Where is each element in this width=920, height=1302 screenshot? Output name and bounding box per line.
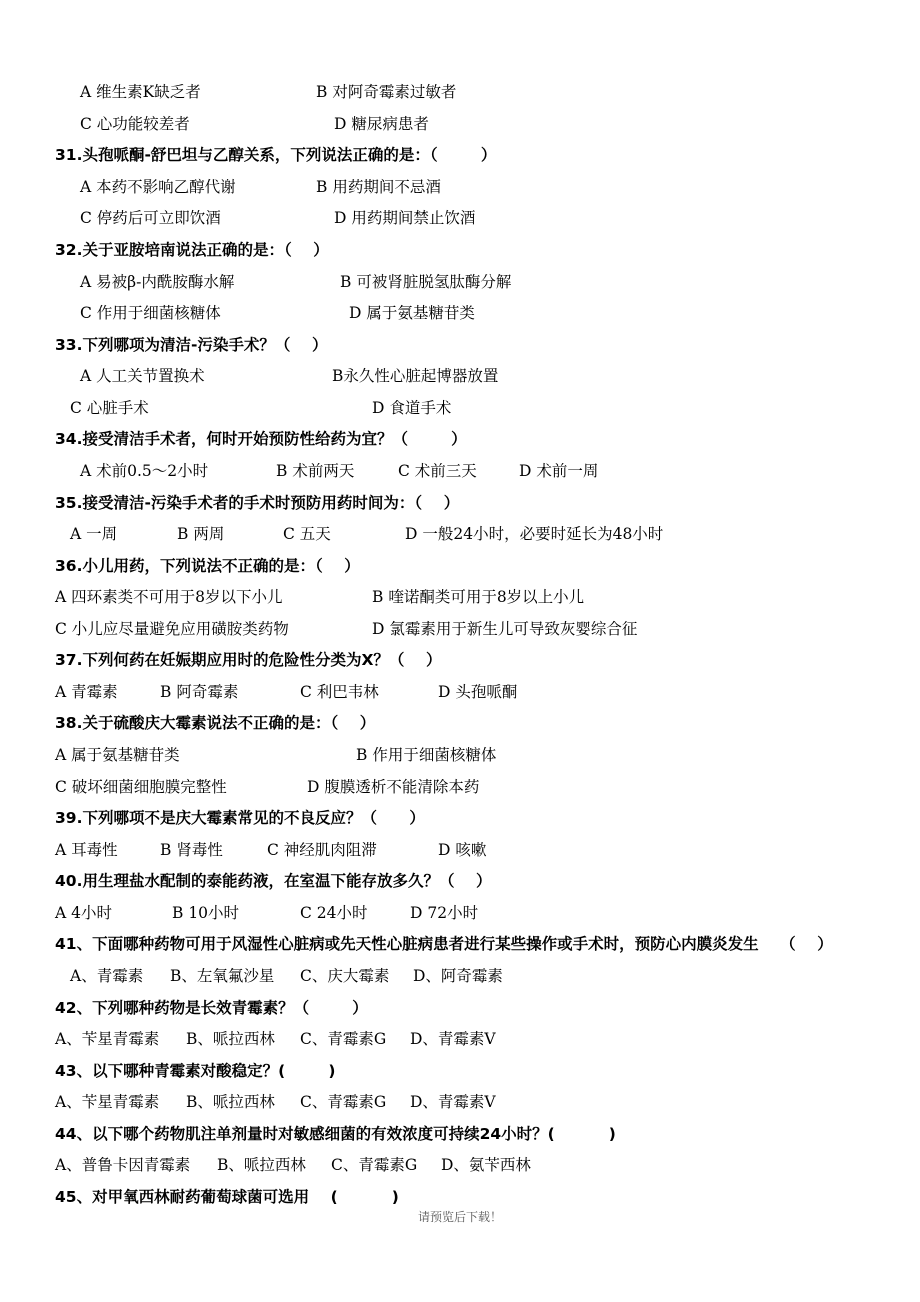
question-text: 34.接受清洁手术者，何时开始预防性给药为宜？（ ） — [55, 430, 467, 448]
option-text: A 易被β-内酰胺酶水解 — [80, 273, 235, 291]
option-text: B、哌拉西林 — [186, 1030, 275, 1048]
option-text: C、庆大霉素 — [300, 967, 390, 985]
option-text: C 五天 — [283, 525, 331, 543]
option-text: B 肾毒性 — [160, 841, 223, 859]
option-text: C 利巴韦林 — [300, 683, 379, 701]
option-text: D 腹膜透析不能清除本药 — [307, 778, 480, 796]
option-text: B 对阿奇霉素过敏者 — [316, 83, 457, 101]
option-text: C、青霉素G — [300, 1030, 387, 1048]
question-text: 35.接受清洁-污染手术者的手术时预防用药时间为：（ ） — [55, 494, 460, 512]
question-text: 31.头孢哌酮-舒巴坦与乙醇关系，下列说法正确的是：（ ） — [55, 146, 497, 164]
option-text: D 氯霉素用于新生儿可导致灰婴综合征 — [372, 620, 638, 638]
option-text: C 术前三天 — [398, 462, 477, 480]
question-text: 41、下面哪种药物可用于风湿性心脏病或先天性心脏病患者进行某些操作或手术时，预防心内膜炎发生 （ ） — [55, 935, 833, 953]
option-text: C 停药后可立即饮酒 — [80, 209, 221, 227]
option-text: C 作用于细菌核糖体 — [80, 304, 221, 322]
option-text: B 作用于细菌核糖体 — [356, 746, 497, 764]
option-text: A 人工关节置换术 — [80, 367, 205, 385]
option-text: A 青霉素 — [55, 683, 118, 701]
option-text: D 用药期间禁止饮酒 — [334, 209, 476, 227]
question-text: 40.用生理盐水配制的泰能药液，在室温下能存放多久？（ ） — [55, 872, 492, 890]
option-text: C 破坏细菌细胞膜完整性 — [55, 778, 227, 796]
question-text: 37.下列何药在妊娠期应用时的危险性分类为X？（ ） — [55, 651, 442, 669]
question-text: 45、对甲氧西林耐药葡萄球菌可选用 ( ) — [55, 1188, 399, 1206]
option-text: B、哌拉西林 — [186, 1093, 275, 1111]
option-text: D、氨苄西林 — [441, 1156, 531, 1174]
option-text: A、普鲁卡因青霉素 — [55, 1156, 191, 1174]
option-text: D、阿奇霉素 — [413, 967, 503, 985]
option-text: D 糖尿病患者 — [334, 115, 429, 133]
option-text: D 属于氨基糖苷类 — [349, 304, 475, 322]
option-text: C 心功能较差者 — [80, 115, 190, 133]
option-text: A、青霉素 — [70, 967, 144, 985]
option-text: C 神经肌肉阻滞 — [267, 841, 377, 859]
question-text: 39.下列哪项不是庆大霉素常见的不良反应？（ ） — [55, 809, 425, 827]
option-text: D 72小时 — [410, 904, 479, 922]
footer-note: 请预览后下载！ — [417, 1210, 502, 1224]
option-text: B 两周 — [177, 525, 225, 543]
option-text: C 心脏手术 — [70, 399, 149, 417]
option-text: B 术前两天 — [276, 462, 355, 480]
option-text: A 耳毒性 — [55, 841, 118, 859]
question-text: 42、下列哪种药物是长效青霉素？（ ） — [55, 999, 368, 1017]
option-text: C、青霉素G — [331, 1156, 418, 1174]
option-text: B、左氧氟沙星 — [170, 967, 275, 985]
option-text: A 属于氨基糖苷类 — [55, 746, 180, 764]
option-text: A 4小时 — [55, 904, 112, 922]
option-text: B 阿奇霉素 — [160, 683, 239, 701]
option-text: C、青霉素G — [300, 1093, 387, 1111]
option-text: D、青霉素V — [410, 1030, 496, 1048]
option-text: D 头孢哌酮 — [438, 683, 518, 701]
option-text: D 咳嗽 — [438, 841, 487, 859]
option-text: B 10小时 — [172, 904, 240, 922]
option-text: A 一周 — [70, 525, 118, 543]
question-text: 32.关于亚胺培南说法正确的是：（ ） — [55, 241, 329, 259]
option-text: D 术前一周 — [519, 462, 599, 480]
question-text: 33.下列哪项为清洁-污染手术？（ ） — [55, 336, 328, 354]
option-text: A、苄星青霉素 — [55, 1093, 160, 1111]
option-text: B永久性心脏起博器放置 — [332, 367, 499, 385]
option-text: B、哌拉西林 — [217, 1156, 306, 1174]
option-text: B 喹诺酮类可用于8岁以上小儿 — [372, 588, 585, 606]
option-text: D 食道手术 — [372, 399, 452, 417]
option-text: B 可被肾脏脱氢肽酶分解 — [340, 273, 512, 291]
option-text: A 本药不影响乙醇代谢 — [80, 178, 236, 196]
question-text: 38.关于硫酸庆大霉素说法不正确的是：（ ） — [55, 714, 376, 732]
option-text: A 四环素类不可用于8岁以下小儿 — [55, 588, 283, 606]
question-text: 44、以下哪个药物肌注单剂量时对敏感细菌的有效浓度可持续24小时？( ) — [55, 1125, 616, 1143]
option-text: C 24小时 — [300, 904, 368, 922]
option-text: D 一般24小时，必要时延长为48小时 — [405, 525, 664, 543]
option-text: A 术前0.5～2小时 — [80, 462, 209, 480]
option-text: A 维生素K缺乏者 — [80, 83, 201, 101]
option-text: B 用药期间不忌酒 — [316, 178, 441, 196]
question-text: 36.小儿用药，下列说法不正确的是：（ ） — [55, 557, 360, 575]
option-text: A、苄星青霉素 — [55, 1030, 160, 1048]
question-text: 43、以下哪种青霉素对酸稳定？( ) — [55, 1062, 336, 1080]
option-text: C 小儿应尽量避免应用磺胺类药物 — [55, 620, 289, 638]
option-text: D、青霉素V — [410, 1093, 496, 1111]
